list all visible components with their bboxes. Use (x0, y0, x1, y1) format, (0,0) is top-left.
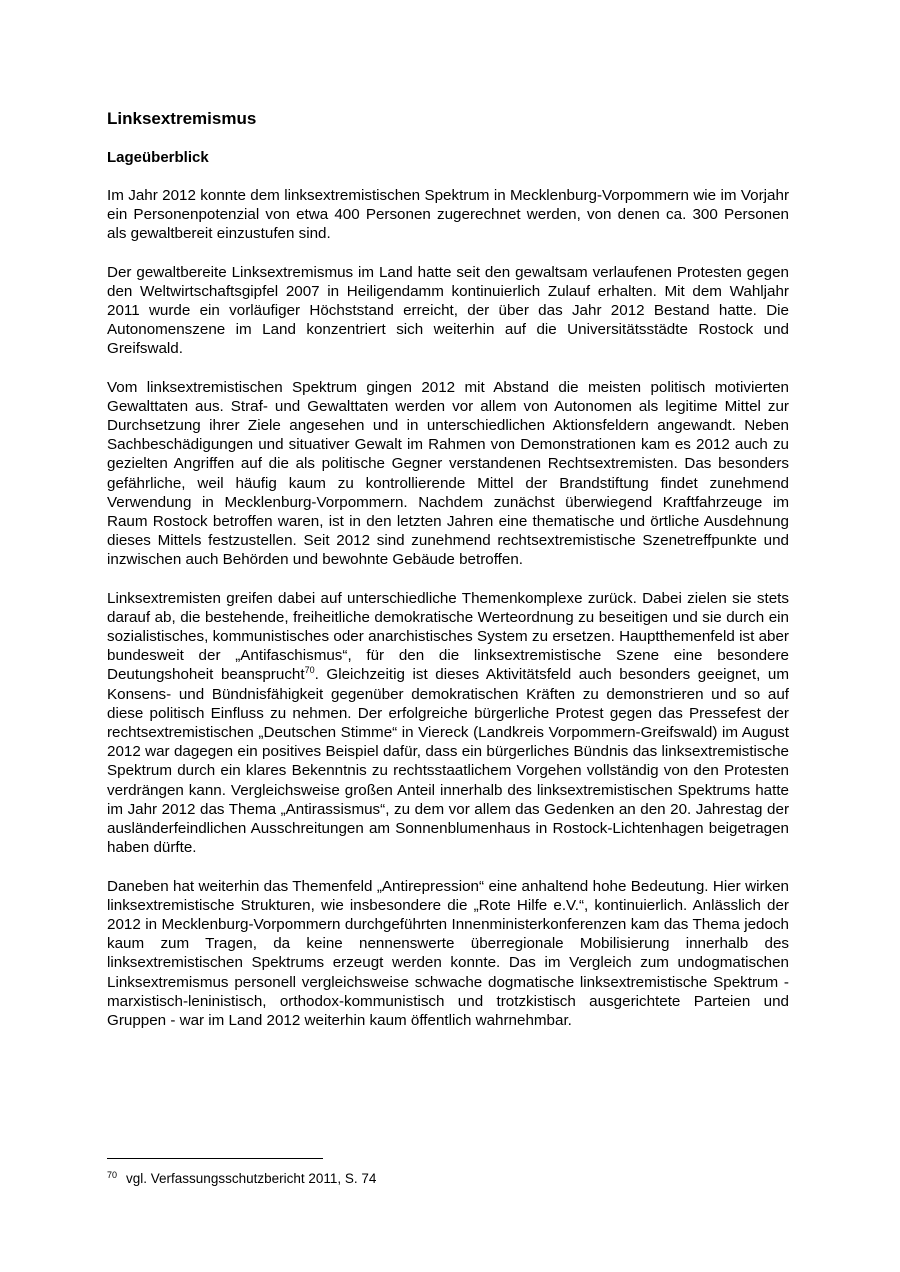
paragraph-4-part-2: . Gleichzeitig ist dieses Aktivitätsfeld auch besonders geeignet, um Konsens- und Bündnisfähigkeit gegenüber demokratischen Kräften zu demonstrieren und so auf diese politisch Einfluss zu nehmen. Der erfolgreiche bürgerliche Protest gegen das Pressefest der rechtsextremistischen „Deutschen Stimme“ in Viereck (Landkreis Vorpommern-Greifswald) im August 2012 war dagegen ein positives Beispiel dafür, dass ein bürgerliches Bündnis das linksextremistische Spektrum durch ein klares Bekenntnis zu rechtsstaatlichem Vorgehen vollständig von den Protesten verdrängen kann. Vergleichsweise großen Anteil innerhalb des linksextremistischen Spektrums hatte im Jahr 2012 das Thema „Antirassismus“, zu dem vor allem das Gedenken an den 20. Jahrestag der ausländerfeindlichen Ausschreitungen am Sonnenblumenhaus in Rostock-Lichtenhagen beigetragen haben dürfte. (107, 666, 789, 857)
footnote-number: 70 (107, 1170, 118, 1180)
body-text (107, 186, 789, 1049)
paragraph-4 (107, 589, 789, 858)
section-title: Linksextremismus (107, 109, 257, 128)
paragraph-4-part-1: Linksextremisten greifen dabei auf unterschiedliche Themenkomplexe zurück. Dabei zielen sie stets darauf ab, die bestehende, freiheitliche demokratische Werteordnung zu beseitigen und sie durch ein sozialistisches, kommunistisches oder anarchistisches System zu ersetzen. Hauptthemenfeld ist aber bundesweit der „Antifaschismus“, für den die linksextremistische Szene eine besondere Deutungshoheit beansprucht (107, 589, 789, 684)
footnote (107, 1166, 376, 1188)
paragraph-5: Daneben hat weiterhin das Themenfeld „Antirepression“ eine anhaltend hohe Bedeutung. Hier wirken linksextremistische Strukturen, wie insbesondere die „Rote Hilfe e.V.“, kontinuierlich. Anlässlich der 2012 in Mecklenburg-Vorpommern durchgeführten Innenministerkonferenzen kam das Thema jedoch kaum zum Tragen, da keine nennenswerte überregionale Mobilisierung innerhalb des linksextremistischen Spektrums erzeugt werden konnte. Das im Vergleich zum undogmatischen Linksextremismus personell vergleichsweise schwache dogmatische linksextremistische Spektrum - marxistisch-leninistisch, orthodox-kommunistisch und trotzkistisch ausgerichtete Parteien und Gruppen - war im Land 2012 weiterhin kaum öffentlich wahrnehmbar. (107, 877, 789, 1029)
paragraph-2: Der gewaltbereite Linksextremismus im Land hatte seit den gewaltsam verlaufenen Protesten gegen den Weltwirtschaftsgipfel 2007 in Heiligendamm kontinuierlich Zulauf erhalten. Mit dem Wahljahr 2011 wurde ein vorläufiger Höchststand erreicht, der über das Jahr 2012 Bestand hatte. Die Autonomenszene im Land konzentriert sich weiterhin auf die Universitätsstädte Rostock und Greifswald. (107, 263, 789, 358)
paragraph-3: Vom linksextremistischen Spektrum gingen 2012 mit Abstand die meisten politisch motivierten Gewalttaten aus. Straf- und Gewalttaten werden vor allem von Autonomen als legitime Mittel zur Durchsetzung ihrer Ziele angesehen und in unterschiedlichen Aktionsfeldern angewandt. Neben Sachbeschädigungen und situativer Gewalt im Rahmen von Demonstrationen kam es 2012 auch zu gezielten Angriffen auf die als politische Gegner verstandenen Rechtsextremisten. Das besonders gefährliche, weil häufig kaum zu kontrollierende Mittel der Brandstiftung findet zunehmend Verwendung in Mecklenburg-Vorpommern. Nachdem zunächst überwiegend Kraftfahrzeuge im Raum Rostock betroffen waren, ist in den letzten Jahren eine thematische und örtliche Ausdehnung dieses Mittels festzustellen. Seit 2012 sind zunehmend rechtsextremistische Szenetreffpunkte und inzwischen auch Behörden und bewohnte Gebäude betroffen. (107, 378, 789, 569)
footnote-text: vgl. Verfassungsschutzbericht 2011, S. 74 (126, 1171, 377, 1186)
footnote-divider (107, 1158, 323, 1159)
subsection-title: Lageüberblick (107, 149, 209, 166)
footnote-reference: 70 (304, 665, 315, 676)
paragraph-1: Im Jahr 2012 konnte dem linksextremistischen Spektrum in Mecklenburg-Vorpommern wie im Vorjahr ein Personenpotenzial von etwa 400 Personen zugerechnet werden, von denen ca. 300 Personen als gewaltbereit einzustufen sind. (107, 187, 789, 243)
